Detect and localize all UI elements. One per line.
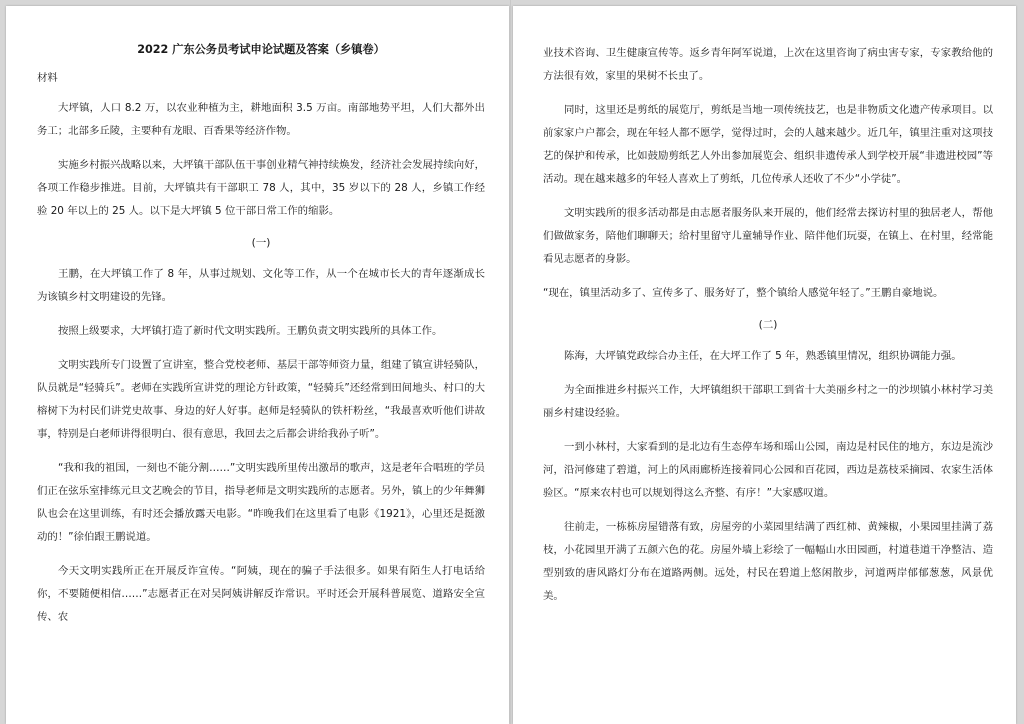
paragraph: 业技术咨询、卫生健康宣传等。返乡青年阿军说道，上次在这里咨询了病虫害专家，专家教给他的方法很有效，家里的果树不长虫了。	[543, 47, 993, 82]
right-page	[513, 6, 1016, 724]
paragraph: 同时，这里还是剪纸的展览厅，剪纸是当地一项传统技艺，也是非物质文化遗产传承项目。以前家家户户都会，现在年轻人都不愿学，觉得过时，会的人越来越少。近几年，镇里注重对这项技艺的保护和传承，比如鼓励剪纸艺人外出参加展览会、组织非遗传承人到学校开展“非遗进校园”等活动。现在越来越多的年轻人喜欢上了剪纸，几位传承人还收了不少“小学徒”。	[543, 104, 993, 185]
left-page-content	[37, 42, 485, 640]
section-heading-1: (一)	[251, 237, 271, 249]
section-heading-2: (二)	[758, 319, 778, 331]
paragraph: 往前走，一栋栋房屋错落有致，房屋旁的小菜园里结满了西红柿、黄辣椒，小果园里挂满了荔枝，小花园里开满了五颜六色的花。房屋外墙上彩绘了一幅幅山水田园画，村道巷道干净整洁、造型别致的唐风路灯分布在道路两侧。远处，村民在碧道上悠闲散步，河道两岸郁郁葱葱，风景优美。	[543, 521, 993, 602]
paragraph: 陈海，大坪镇党政综合办主任，在大坪工作了 5 年，熟悉镇里情况，组织协调能力强。	[564, 350, 962, 362]
right-page-content	[543, 42, 993, 619]
paragraph: 为全面推进乡村振兴工作，大坪镇组织干部职工到省十大美丽乡村之一的沙坝镇小林村学习美丽乡村建设经验。	[543, 384, 993, 419]
material-label: 材料	[37, 72, 58, 84]
document-title: 2022 广东公务员考试申论试题及答案（乡镇卷）	[137, 43, 385, 56]
paragraph: 今天文明实践所正在开展反诈宣传。“阿姨，现在的骗子手法很多。如果有陌生人打电话给你，不要随便相信……”志愿者正在对吴阿姨讲解反诈常识。平时还会开展科普展览、道路安全宣传、农	[37, 565, 485, 623]
page-divider	[510, 0, 511, 724]
paragraph: 文明实践所的很多活动都是由志愿者服务队来开展的，他们经常去探访村里的独居老人，帮他们做做家务，陪他们聊聊天；给村里留守儿童辅导作业、陪伴他们玩耍，在镇上、在村里，经常能看见志愿者的身影。	[543, 207, 993, 265]
paragraph: 文明实践所专门设置了宣讲室，整合党校老师、基层干部等师资力量，组建了镇宣讲轻骑队，队员就是“轻骑兵”。老师在实践所宣讲党的理论方针政策，“轻骑兵”还经常到田间地头、村口的大榕树下为村民们讲党史故事、身边的好人好事。赵师是轻骑队的铁杆粉丝，“我最喜欢听他们讲故事，特别是白老师讲得很明白、很有意思，我回去之后都会讲给我孙子听”。	[37, 359, 485, 440]
paragraph: 一到小林村，大家看到的是北边有生态停车场和瑶山公园，南边是村民住的地方，东边是流沙河，沿河修建了碧道，河上的风雨廊桥连接着同心公园和百花园，西边是荔枝采摘园、农家生活体验区。“原来农村也可以规划得这么齐整、有序！”大家感叹道。	[543, 441, 993, 499]
left-page	[6, 6, 509, 724]
paragraph: 大坪镇，人口 8.2 万，以农业种植为主，耕地面积 3.5 万亩。南部地势平坦，人们大都外出务工；北部多丘陵，主要种有龙眼、百香果等经济作物。	[37, 102, 485, 137]
paragraph: “现在，镇里活动多了、宣传多了、服务好了，整个镇给人感觉年轻了。”王鹏自豪地说。	[543, 287, 944, 299]
paragraph: “我和我的祖国，一刻也不能分割……”文明实践所里传出激昂的歌声，这是老年合唱班的学员们正在弦乐室排练元旦文艺晚会的节目，指导老师是文明实践所的志愿者。另外，镇上的少年舞狮队也会在这里训练，有时还会播放露天电影。“昨晚我们在这里看了电影《1921》，心里还是挺激动的！”徐伯跟王鹏说道。	[37, 462, 485, 543]
paragraph: 实施乡村振兴战略以来，大坪镇干部队伍干事创业精气神持续焕发，经济社会发展持续向好，各项工作稳步推进。目前，大坪镇共有干部职工 78 人，其中，35 岁以下的 28 人，乡镇工作经验 20 年以上的 25 人。以下是大坪镇 5 位干部日常工作的缩影。	[37, 159, 485, 217]
paragraph: 王鹏，在大坪镇工作了 8 年，从事过规划、文化等工作，从一个在城市长大的青年逐渐成长为该镇乡村文明建设的先锋。	[37, 268, 485, 303]
paragraph: 按照上级要求，大坪镇打造了新时代文明实践所。王鹏负责文明实践所的具体工作。	[58, 325, 443, 337]
